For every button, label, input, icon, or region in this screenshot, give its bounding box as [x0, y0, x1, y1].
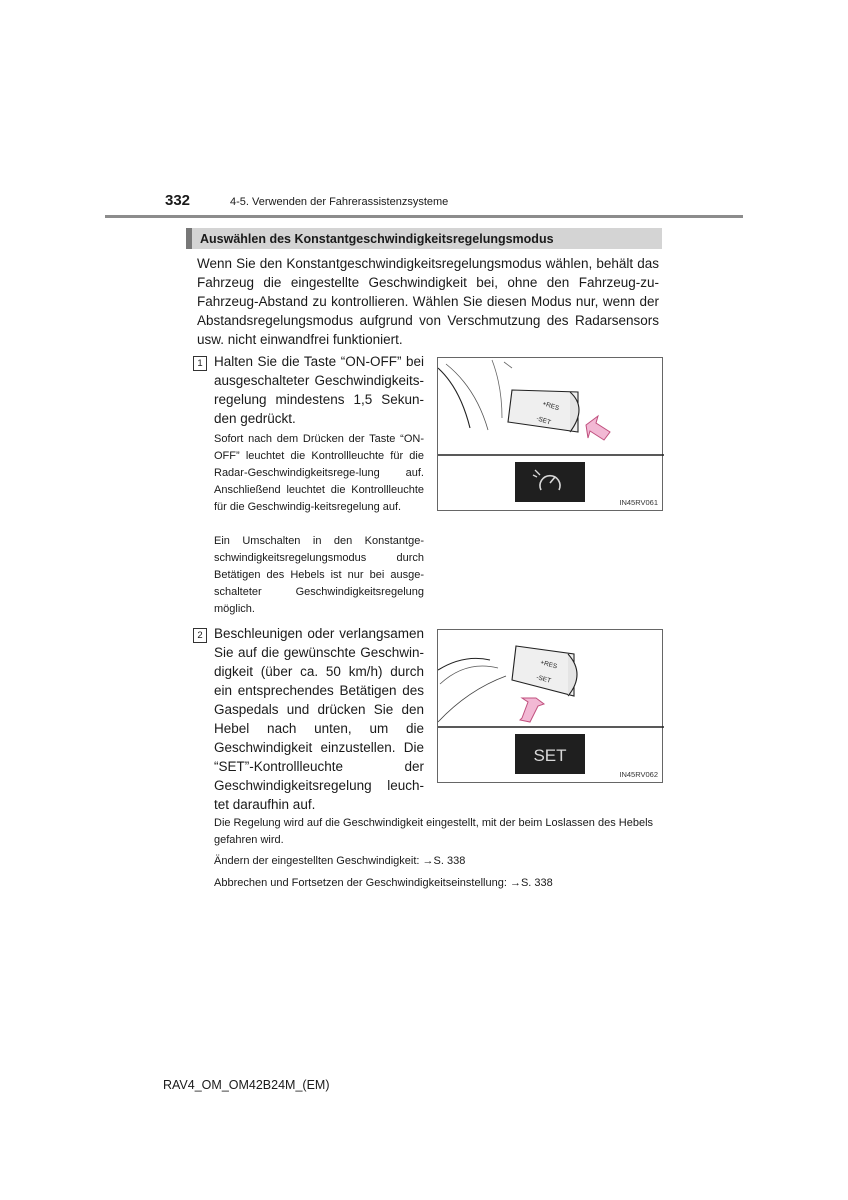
press-arrow-icon	[586, 416, 610, 440]
dash-contour-line	[438, 676, 506, 722]
subheading-text: Auswählen des Konstantgeschwindigkeitsregelungsmodus	[200, 232, 554, 246]
push-down-arrow-icon	[520, 698, 544, 722]
column-contour-line	[504, 362, 512, 368]
dash-contour-line	[440, 666, 498, 684]
page-number: 332	[165, 192, 191, 209]
column-contour-line	[492, 360, 502, 418]
figure-1-drawing	[438, 358, 664, 512]
figure-2-drawing	[438, 630, 664, 784]
lever-label-set: -SET	[535, 674, 552, 685]
step-1-note-1: Sofort nach dem Drücken der Taste “ON-OFF” leuchtet die Kontrollleuchte für die Radar-Geschwindigkeitsrege-lung auf. Anschließend leuchtet die Kontrollleuchte für die Geschwindig-keitsregelung auf.	[214, 433, 424, 513]
dash-contour-line	[438, 658, 490, 670]
dash-contour-line	[446, 364, 488, 430]
cruise-lever	[512, 646, 577, 696]
intro-paragraph: Wenn Sie den Konstantgeschwindigkeitsregelungsmodus wählen, behält das Fahrzeug die eingestellte Geschwindigkeit bei, ohne den Fahrzeug-zu-Fahrzeug-Abstand zu kontrollieren. Wählen Sie diesen Modus nur, wenn der Abstandsregelungsmodus aufgrund von Verschmutzung des Radarsensors usw. nicht einwandfrei funktioniert.	[197, 256, 659, 347]
section-title: 4-5. Verwenden der Fahrerassistenzsysteme	[230, 196, 449, 208]
step-1-text: Halten Sie die Taste “ON-OFF” bei ausgeschalteter Geschwindigkeits-regelung mindestens 1,5 Sekun-den gedrückt.	[214, 354, 424, 426]
step-2-text: Beschleunigen oder verlangsamen Sie auf die gewünschte Geschwin-digkeit (über ca. 50 km/h) durch ein entsprechendes Betätigen des Gaspedals und drücken Sie den Hebel nach unten, um die Geschwindigkeit einzustellen. Die “SET”-Kontrollleuchte der Geschwindigkeitsregelung leuch-tet daraufhin auf.	[214, 626, 424, 812]
document-footer: RAV4_OM_OM42B24M_(EM)	[163, 1078, 330, 1092]
lever-label-res: +RES	[539, 659, 558, 671]
step-1-note-2: Ein Umschalten in den Konstantge-schwindigkeitsregelungsmodus durch Betätigen des Hebels ist nur bei ausge-schalteter Geschwindigkeitsregelung möglich.	[214, 535, 424, 615]
footnote-cancel-resume: Abbrechen und Fortsetzen der Geschwindigkeitseinstellung: →S. 338	[214, 877, 553, 889]
step-2-number: 2	[193, 628, 207, 643]
step-1-number: 1	[193, 356, 207, 371]
figure-2	[437, 629, 663, 783]
dash-contour-line	[438, 368, 470, 428]
header-rule	[105, 215, 743, 218]
figure-1	[437, 357, 663, 511]
cruise-lever	[508, 390, 579, 432]
subheading	[186, 228, 662, 249]
set-indicator: SET	[533, 746, 567, 765]
lever-label-res: +RES	[541, 400, 560, 413]
figure-2-code: IN45RV062	[619, 770, 658, 779]
lever-label-set: -SET	[535, 415, 552, 427]
footnote-setting: Die Regelung wird auf die Geschwindigkeit eingestellt, mit der beim Loslassen des Hebels gefahren wird.	[214, 817, 654, 846]
figure-1-code: IN45RV061	[619, 498, 658, 507]
footnote-change-speed: Ändern der eingestellten Geschwindigkeit: →S. 338	[214, 855, 466, 867]
